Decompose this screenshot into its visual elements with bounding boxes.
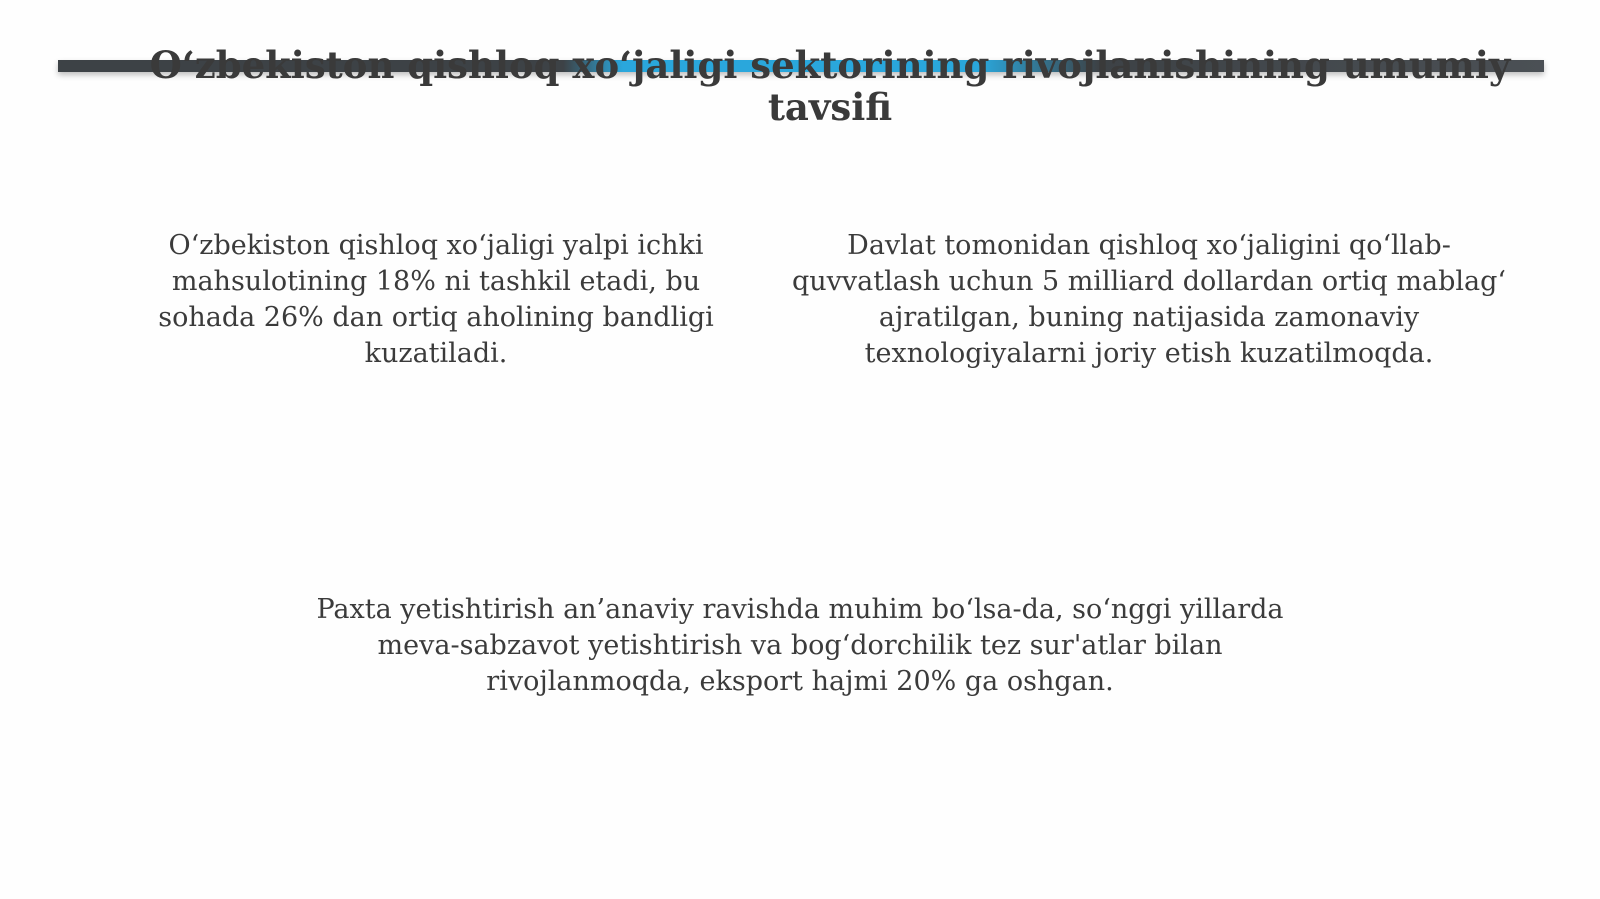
text-block-horticulture-growth: Paxta yetishtirish an’anaviy ravishda muhim bo‘lsa-da, so‘nggi yillarda meva-sabzavot yetishtirish va bog‘dorchilik tez sur'atlar bilan rivojlanmoqda, eksport hajmi 20% ga oshgan. xyxy=(316,594,1284,697)
text-block-gdp-share: O‘zbekiston qishloq xo‘jaligi yalpi ichki mahsulotining 18% ni tashkil etadi, bu sohada 26% dan ortiq aholining bandligi kuzatiladi. xyxy=(158,230,714,369)
text-block-state-support: Davlat tomonidan qishloq xo‘jaligini qo‘llab-quvvatlash uchun 5 milliard dollardan ortiq mablag‘ ajratilgan, buning natijasida zamonaviy texnologiyalarni joriy etish kuzatilmoqda. xyxy=(792,230,1506,369)
slide-title: O‘zbekiston qishloq xo‘jaligi sektorining rivojlanishining umumiy tavsifi xyxy=(149,43,1511,129)
